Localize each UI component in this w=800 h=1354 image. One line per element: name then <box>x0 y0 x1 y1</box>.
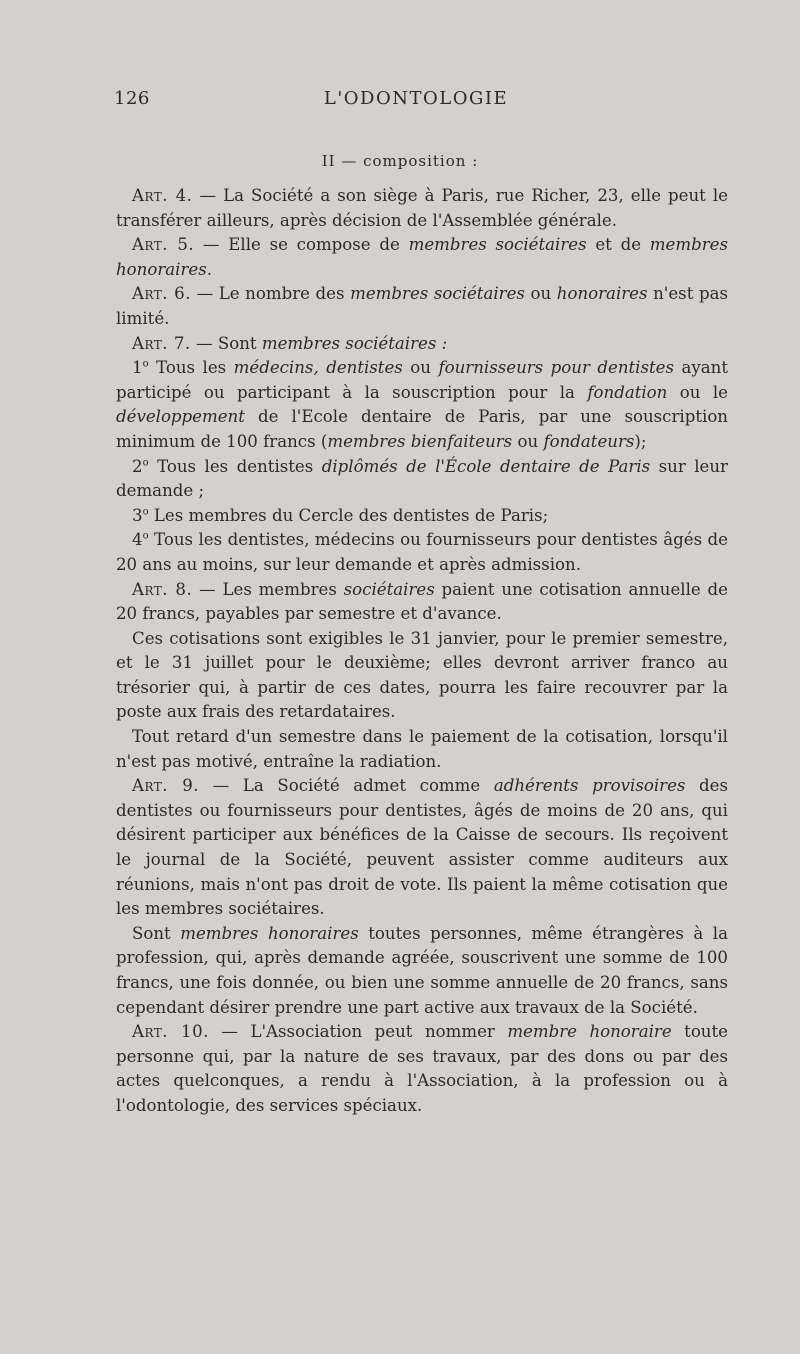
italic-run: honoraires <box>556 284 648 304</box>
italic-run: fournisseurs pour dentistes <box>438 358 675 378</box>
text-run: Tous les <box>148 358 234 378</box>
article-10 <box>116 1020 728 1118</box>
running-title: L'ODONTOLOGIE <box>323 88 509 109</box>
text-run: ou <box>402 358 439 378</box>
text-run: ou <box>512 431 544 451</box>
text-run: et de <box>586 235 650 255</box>
text-run: Les membres du Cercle des dentistes de Paris; <box>148 505 549 525</box>
list-number: 2 <box>132 456 143 476</box>
text-run: ); <box>634 431 647 451</box>
text-run: toutes personnes, même étrangères à la profession, qui, après demande agréée, souscrivent une somme de 100 francs, une fois donnée, ou bien une somme annuelle de 20 francs, sans cependant désirer prendre une part active aux travaux de la Société. <box>116 923 728 1017</box>
text-run: des dentistes ou fournisseurs pour dentistes, âgés de moins de 20 ans, qui désirent participer aux bénéfices de la Caisse de secours. Ils reçoivent le journal de la Société, peuvent assister comme auditeurs aux réunions, mais n'ont pas droit de vote. Ils paient la même cotisation que les membres sociétaires. <box>116 776 728 919</box>
text-run: ou <box>524 284 557 304</box>
article-label: Art. 6. <box>132 284 191 304</box>
article-8 <box>116 578 728 627</box>
italic-run: membres honoraires <box>180 923 359 943</box>
text-run: Tous les dentistes, médecins ou fournisseurs pour dentistes âgés de 20 ans au moins, sur leur demande et après admission. <box>116 530 728 574</box>
article-label: Art. 9. <box>132 776 200 796</box>
text-run: — Elle se compose de <box>194 235 409 255</box>
paragraph-honoraires <box>116 922 728 1020</box>
paragraph-cotisations: Ces cotisations sont exigibles le 31 janvier, pour le premier semestre, et le 31 juillet pour le deuxième; elles devront arriver franco au trésorier qui, à partir de ces dates, pourra les faire recouvrer par la poste aux frais des retardataires. <box>116 628 728 722</box>
article-4 <box>116 184 728 233</box>
ordinal-mark: o <box>142 457 149 468</box>
text-run: toute personne qui, par la nature de ses travaux, par des dons ou par des actes quelconques, a rendu à l'Association, à la profession ou à l'odontologie, des services spéciaux. <box>116 1022 728 1115</box>
text-run: . <box>206 259 213 279</box>
italic-run: sociétaires <box>343 579 435 599</box>
list-number: 3 <box>132 505 143 525</box>
list-number: 1 <box>132 358 143 378</box>
article-7 <box>116 332 728 357</box>
text-run: — Les membres <box>192 579 344 599</box>
italic-run: membres sociétaires <box>350 284 525 304</box>
italic-run: médecins, dentistes <box>233 358 403 378</box>
article-text: — La Société a son siège à Paris, rue Richer, 23, elle peut le transférer ailleurs, après décision de l'Assemblée générale. <box>116 186 728 230</box>
article-9 <box>116 774 728 922</box>
article-label: Art. 5. <box>132 235 195 255</box>
article-label: Art. 8. <box>132 579 193 599</box>
list-item-1 <box>116 356 728 454</box>
text-run: — La Société admet comme <box>199 776 494 796</box>
italic-run: membre honoraire <box>507 1022 672 1042</box>
italic-run: adhérents provisoires <box>493 776 686 796</box>
ordinal-mark: o <box>142 530 149 542</box>
italic-run: membres sociétaires <box>408 235 587 255</box>
text-run: — Sont <box>190 333 262 353</box>
text-run: Sont <box>132 923 181 943</box>
list-item-4 <box>116 528 728 577</box>
italic-run: membres sociétaires : <box>261 333 448 353</box>
ordinal-mark: o <box>142 506 149 518</box>
text-run: Tous les dentistes <box>148 456 322 476</box>
italic-run: membres honoraires <box>116 235 728 279</box>
italic-run: développement <box>116 407 245 427</box>
list-number: 4 <box>132 530 143 550</box>
article-6 <box>116 282 728 331</box>
italic-run: diplômés de l'École dentaire de Paris <box>321 456 651 476</box>
text-run: — L'Association peut nommer <box>208 1022 508 1042</box>
text-run: paient une cotisation annuelle de 20 francs, payables par semestre et d'avance. <box>116 579 728 624</box>
text-run: sur leur demande ; <box>116 456 728 501</box>
list-item-2 <box>116 455 728 504</box>
article-5 <box>116 233 728 282</box>
text-run: de l'Ecole dentaire de Paris, par une souscription minimum de 100 francs ( <box>116 407 728 451</box>
article-label: Art. 10. <box>132 1022 209 1042</box>
body-text <box>116 184 728 1119</box>
article-label: Art. 4. <box>132 186 193 205</box>
text-run: — Le nombre des <box>191 284 351 304</box>
italic-run: membres bienfaiteurs <box>327 431 513 451</box>
text-run: ayant participé ou participant à la souscription pour la <box>116 358 729 402</box>
text-run: n'est pas limité. <box>116 284 728 328</box>
ordinal-mark: o <box>142 358 149 370</box>
italic-run: fondation <box>587 382 668 402</box>
section-title: II — composition : <box>321 152 479 170</box>
article-label: Art. 7. <box>132 333 191 353</box>
italic-run: fondateurs <box>543 431 635 451</box>
list-item-3 <box>116 504 728 529</box>
page-number: 126 <box>114 88 150 109</box>
paragraph-retard: Tout retard d'un semestre dans le paiement de la cotisation, lorsqu'il n'est pas motivé, entraîne la radiation. <box>116 727 728 771</box>
text-run: ou le <box>667 382 729 402</box>
